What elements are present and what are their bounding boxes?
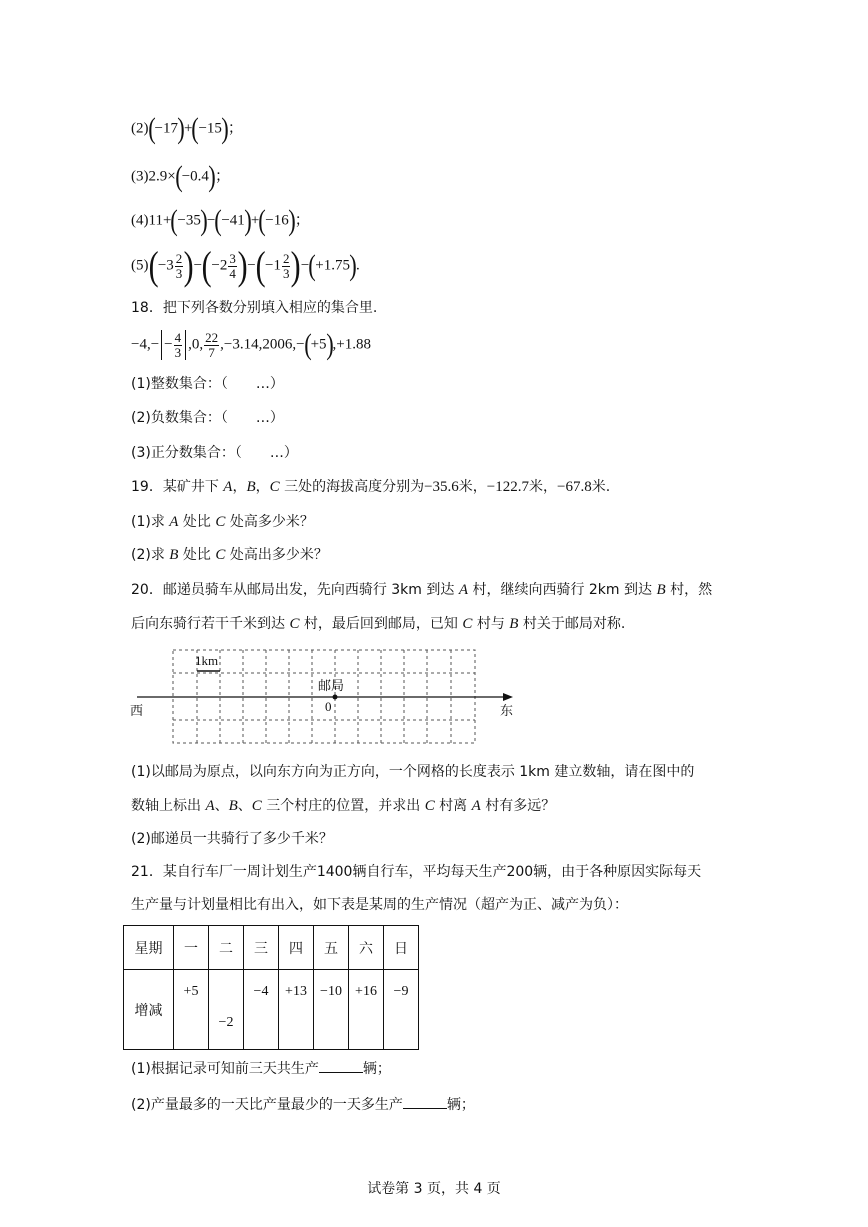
- operand: −15: [198, 120, 222, 137]
- row-label: 增减: [124, 970, 174, 1050]
- table-row: [124, 970, 419, 1050]
- q21-part2: (2)产量最多的一天比产量最少的一天多生产 辆；: [131, 1094, 475, 1115]
- header-cell: 四: [279, 926, 314, 970]
- value-cell: +5: [174, 970, 209, 1050]
- q18-number-list: −4,− − $\frac{4}{3}$ ,0, $\frac{22}{7}$ ,−3.14,2006,−(+5),+1.88: [131, 328, 371, 361]
- part-label: (3): [131, 168, 149, 185]
- east-label: 东: [500, 704, 514, 719]
- operand: −35: [177, 212, 201, 229]
- axis-arrow-icon: [503, 693, 513, 701]
- header-cell: 一: [174, 926, 209, 970]
- q17-part5: (5)(−3 $\frac{2}{3}$ )−(−2 $\frac{3}{4}$ )−(−1 $\frac{2}{3}$ )−(+1.75).: [131, 243, 360, 288]
- mixed-whole: −3: [157, 257, 174, 274]
- q19-part1: (1)求 A 处比 C 处高多少米？: [131, 514, 314, 530]
- operand: −17: [154, 120, 178, 137]
- q21-part1: (1)根据记录可知前三天共生产 辆；: [131, 1058, 391, 1079]
- operator: +: [183, 120, 193, 137]
- header-cell: 六: [349, 926, 384, 970]
- value-cell: −9: [384, 970, 419, 1050]
- q20-part1-line2: 数轴上标出 A、B、C 三个村庄的位置，并求出 C 村离 A 村有多远？: [131, 798, 556, 814]
- table-header-row: [124, 926, 419, 970]
- q17-part3: (3)2.9×(−0.4)；: [131, 160, 230, 193]
- operand: −16: [265, 212, 289, 229]
- fraction: $\frac{4}{3}$: [174, 329, 182, 360]
- value-cell: −10: [314, 970, 349, 1050]
- terminator: .: [356, 257, 360, 274]
- q20-part1-line1: (1)以邮局为原点，以向东方向为正方向，一个网格的长度表示 1km 建立数轴，请在图中的: [131, 764, 695, 780]
- header-cell: 二: [209, 926, 244, 970]
- q18-title: 18．把下列各数分别填入相应的集合里.: [131, 300, 378, 316]
- q18-set-positive-fractions: (3)正分数集合：（ …）: [131, 445, 298, 461]
- q20-stem-line1: 20．邮递员骑车从邮局出发，先向西骑行 3km 到达 A 村，继续向西骑行 2km 到达 B 村，然: [131, 582, 713, 598]
- value-cell: +16: [349, 970, 384, 1050]
- value-cell: −4: [244, 970, 279, 1050]
- q17-part4: (4)11+(−35)−(−41)+(−16)；: [131, 204, 310, 237]
- operator: +: [250, 212, 260, 229]
- number-line-figure: [125, 645, 525, 750]
- part-label: (2): [131, 120, 149, 137]
- operator: −: [300, 257, 310, 274]
- terminator: ；: [294, 210, 310, 229]
- header-cell: 五: [314, 926, 349, 970]
- unit-label: 1km: [195, 653, 219, 668]
- header-cell: 日: [384, 926, 419, 970]
- q20-part2: (2)邮递员一共骑行了多少千米？: [131, 831, 333, 847]
- origin-label: 0: [325, 699, 332, 714]
- terminator: ；: [214, 166, 230, 185]
- value-cell: −2: [209, 970, 244, 1050]
- answer-blank[interactable]: [319, 1058, 363, 1073]
- operand: +1.75: [315, 257, 350, 274]
- operand: 2.9×: [148, 168, 176, 185]
- q18-set-negatives: (2)负数集合：（ …）: [131, 410, 284, 426]
- mixed-whole: −2: [211, 257, 228, 274]
- header-cell: 星期: [124, 926, 174, 970]
- q17-part2: (2)(−17)+(−15)；: [131, 112, 243, 145]
- operand: −41: [221, 212, 245, 229]
- q18-set-integers: (1)整数集合：（ …）: [131, 376, 284, 392]
- fraction: $\frac{2}{3}$: [282, 250, 290, 281]
- operator: −: [193, 257, 203, 274]
- value-cell: +13: [279, 970, 314, 1050]
- production-table: [123, 925, 419, 1050]
- header-cell: 三: [244, 926, 279, 970]
- answer-blank[interactable]: [403, 1094, 447, 1109]
- terminator: ；: [227, 118, 243, 137]
- q19-part2: (2)求 B 处比 C 处高出多少米？: [131, 547, 328, 563]
- west-label: 西: [130, 704, 144, 719]
- q21-stem-line2: 生产量与计划量相比有出入，如下表是某周的生产情况（超产为正、减产为负）：: [131, 897, 628, 913]
- q19-stem: 19．某矿井下 A，B，C 三处的海拔高度分别为−35.6米，−122.7米，−67.8米.: [131, 479, 611, 495]
- operand: −0.4: [181, 168, 209, 185]
- page-footer: 试卷第 3 页，共 4 页: [367, 1181, 501, 1197]
- operand: 11+: [148, 212, 172, 229]
- origin-point: [333, 695, 338, 700]
- part-label: (4): [131, 212, 149, 229]
- operator: −: [206, 212, 216, 229]
- post-office-label: 邮局: [318, 679, 345, 694]
- q20-stem-line2: 后向东骑行若干千米到达 C 村，最后回到邮局，已知 C 村与 B 村关于邮局对称.: [131, 616, 626, 632]
- q21-stem-line1: 21．某自行车厂一周计划生产1400辆自行车，平均每天生产200辆，由于各种原因实际每天: [131, 864, 702, 880]
- fraction: $\frac{22}{7}$: [205, 329, 219, 360]
- part-label: (5): [131, 257, 149, 274]
- operator: −: [247, 257, 256, 274]
- fraction: $\frac{3}{4}$: [229, 250, 236, 281]
- fraction: $\frac{2}{3}$: [175, 250, 183, 281]
- mixed-whole: −1: [265, 257, 281, 274]
